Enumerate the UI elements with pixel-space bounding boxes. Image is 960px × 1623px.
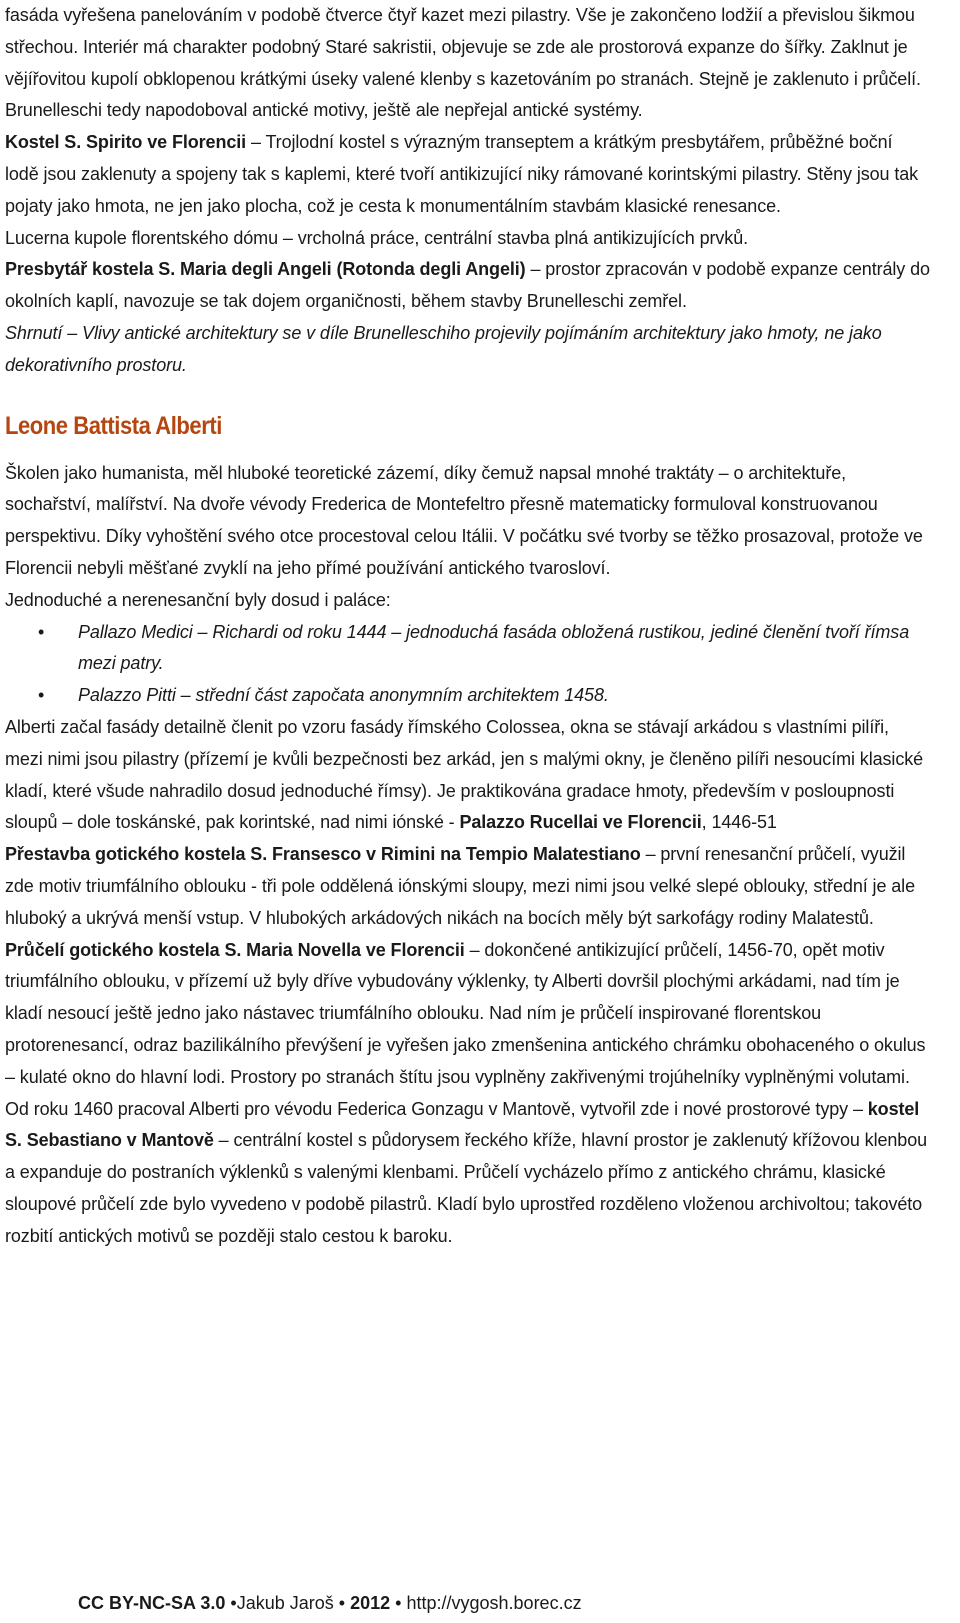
footer-separator: • bbox=[230, 1593, 237, 1613]
bullet-icon: • bbox=[38, 685, 45, 706]
section-heading: Leone Battista Alberti bbox=[5, 411, 222, 440]
list-item bbox=[5, 617, 930, 681]
summary-paragraph: Shrnutí – Vlivy antické architektury se v díle Brunelleschiho projevily pojímáním architektury jako hmoty, ne jako dekorativního prostoru. bbox=[5, 322, 882, 375]
author-name: Jakub Jaroš bbox=[236, 1593, 334, 1613]
paragraph-text: – Trojlodní kostel s výrazným transeptem a krátkým presbytářem, průběžné boční lodě jsou zaklenuty a spojeny tak s kaplemi, které tvoří antikizující niky rámované korintskými pilastry. Stěny jsou tak pojaty jako hmota, ne jen jako plocha, což je cesta k monumentálním stavbám klasické renesance. bbox=[5, 132, 919, 216]
bold-term: Presbytář kostela S. Maria degli Angeli (Rotonda degli Angeli) bbox=[5, 259, 526, 280]
paragraph-text: – centrální kostel s půdorysem řeckého kříže, hlavní prostor je zaklenutý křížovou klenbou a expanduje do postraních výklenků s valenými klenbami. Průčelí vycházelo přímo z antického chrámu, klasické sloupové průčelí zde bylo vyvedeno v podobě pilastrů. Kladí bylo uprostřed rozděleno vloženou archivoltou; takovéto rozbití antických motivů se později stalo cestou k baroku. bbox=[5, 1130, 928, 1246]
paragraph: Jednoduché a nerenesanční byly dosud i paláce: bbox=[5, 589, 391, 610]
paragraph-text: – první renesanční průčelí, využil zde motiv triumfálního oblouku - tři pole oddělená iónskými sloupy, mezi nimi jsou velké slepé oblouky, střední je ale hluboký a ukrývá menší vstup. V hlubokých arkádových nikách na bocích měly být sarkofágy rodiny Malatestů. bbox=[5, 844, 915, 928]
paragraph: Lucerna kupole florentského dómu – vrcholná práce, centrální stavba plná antikizujících prvků. bbox=[5, 227, 749, 248]
bold-term: Kostel S. Spirito ve Florencii bbox=[5, 132, 247, 153]
footer-url[interactable]: http://vygosh.borec.cz bbox=[406, 1593, 582, 1613]
year-label: 2012 bbox=[350, 1593, 391, 1613]
paragraph: Školen jako humanista, měl hluboké teoretické zázemí, díky čemuž napsal mnohé traktáty – o architektuře, sochařství, malířství. Na dvoře vévody Frederica de Montefeltro přesně matematicky formuloval konstruovanou perspektivu. Díky vyhoštění svého otce procestoval celou Itálii. V počátku své tvorby se těžko prosazoval, protože ve Florencii nebyli měšťané zvyklí na jeho přímé používání antického tvarosloví. bbox=[5, 462, 923, 578]
bullet-list bbox=[5, 617, 930, 712]
paragraph bbox=[5, 254, 930, 318]
bold-term: kostel S. Sebastiano v Mantově bbox=[5, 1098, 920, 1151]
license-label: CC BY-NC-SA 3.0 bbox=[78, 1593, 226, 1613]
paragraph bbox=[5, 712, 930, 839]
document-page bbox=[5, 0, 930, 1252]
list-item bbox=[5, 680, 930, 712]
paragraph-text: , 1446-51 bbox=[701, 812, 777, 833]
paragraph bbox=[5, 1094, 930, 1253]
bold-term: Průčelí gotického kostela S. Maria Novella ve Florencii bbox=[5, 939, 465, 960]
paragraph-text: Alberti začal fasády detailně členit po vzoru fasády římského Colossea, okna se stávají arkádou s vlastními pilíři, mezi nimi jsou pilastry (přízemí je kvůli bezpečnosti bez arkád, jen s malými okny, je členěno pilíři nesoucími klasické kladí, které všude nahradilo dosud jednoduché římsy). Je praktikována gradace hmoty, především v posloupnosti sloupů – dole toskánské, pak korintské, nad nimi iónské - bbox=[5, 716, 924, 833]
bold-term: Palazzo Rucellai ve Florencii bbox=[459, 812, 702, 833]
list-item-text: Palazzo Pitti – střední část započata anonymním architektem 1458. bbox=[78, 685, 609, 706]
bold-term: Přestavba gotického kostela S. Fransesco v Rimini na Tempio Malatestiano bbox=[5, 844, 641, 865]
paragraph: fasáda vyřešena panelováním v podobě čtverce čtyř kazet mezi pilastry. Vše je zakončeno lodžií a převislou šikmou střechou. Interiér má charakter podobný Staré sakristii, objevuje se zde ale prostorová expanze do šířky. Zaklnut je vějířovitou kupolí obklopenou krátkými úseky valené klenby s kazetováním po stranách. Stejně je zaklenuto i průčelí. Brunelleschi tedy napodoboval antické motivy, ještě ale nepřejal antické systémy. bbox=[5, 5, 921, 121]
list-item-text: Pallazo Medici – Richardi od roku 1444 – jednoduchá fasáda obložená rustikou, jediné členění tvoří římsa mezi patry. bbox=[78, 621, 910, 674]
paragraph bbox=[5, 127, 930, 222]
paragraph-text: – prostor zpracován v podobě expanze centrály do okolních kaplí, navozuje se tak dojem organičnosti, během stavby Brunelleschi zemřel. bbox=[5, 259, 930, 312]
footer-separator: • bbox=[338, 1593, 346, 1613]
paragraph bbox=[5, 935, 930, 1094]
bullet-icon: • bbox=[38, 621, 45, 642]
paragraph bbox=[5, 839, 930, 934]
paragraph-text: – dokončené antikizující průčelí, 1456-70, opět motiv triumfálního oblouku, v přízemí už byly dříve vybudovány výklenky, ty Alberti dovršil plochými arkádami, nad tím je kladí nesoucí ještě jedno jako nástavec triumfálního oblouku. Nad ním je průčelí inspirované florentskou protorenesancí, odraz bazilikálního převýšení je vyřešen jako zmenšenina antického chrámku obohaceného o okulus – kulaté okno do hlavní lodi. Prostory po stranách štítu jsou vyplněny zakřivenými trojúhelníky vyplněnými volutami. bbox=[5, 939, 926, 1087]
footer-separator: • bbox=[395, 1593, 402, 1613]
page-footer bbox=[78, 1593, 582, 1614]
paragraph-text: Od roku 1460 pracoval Alberti pro vévodu Federica Gonzagu v Mantově, vytvořil zde i nové prostorové typy – bbox=[5, 1098, 868, 1119]
